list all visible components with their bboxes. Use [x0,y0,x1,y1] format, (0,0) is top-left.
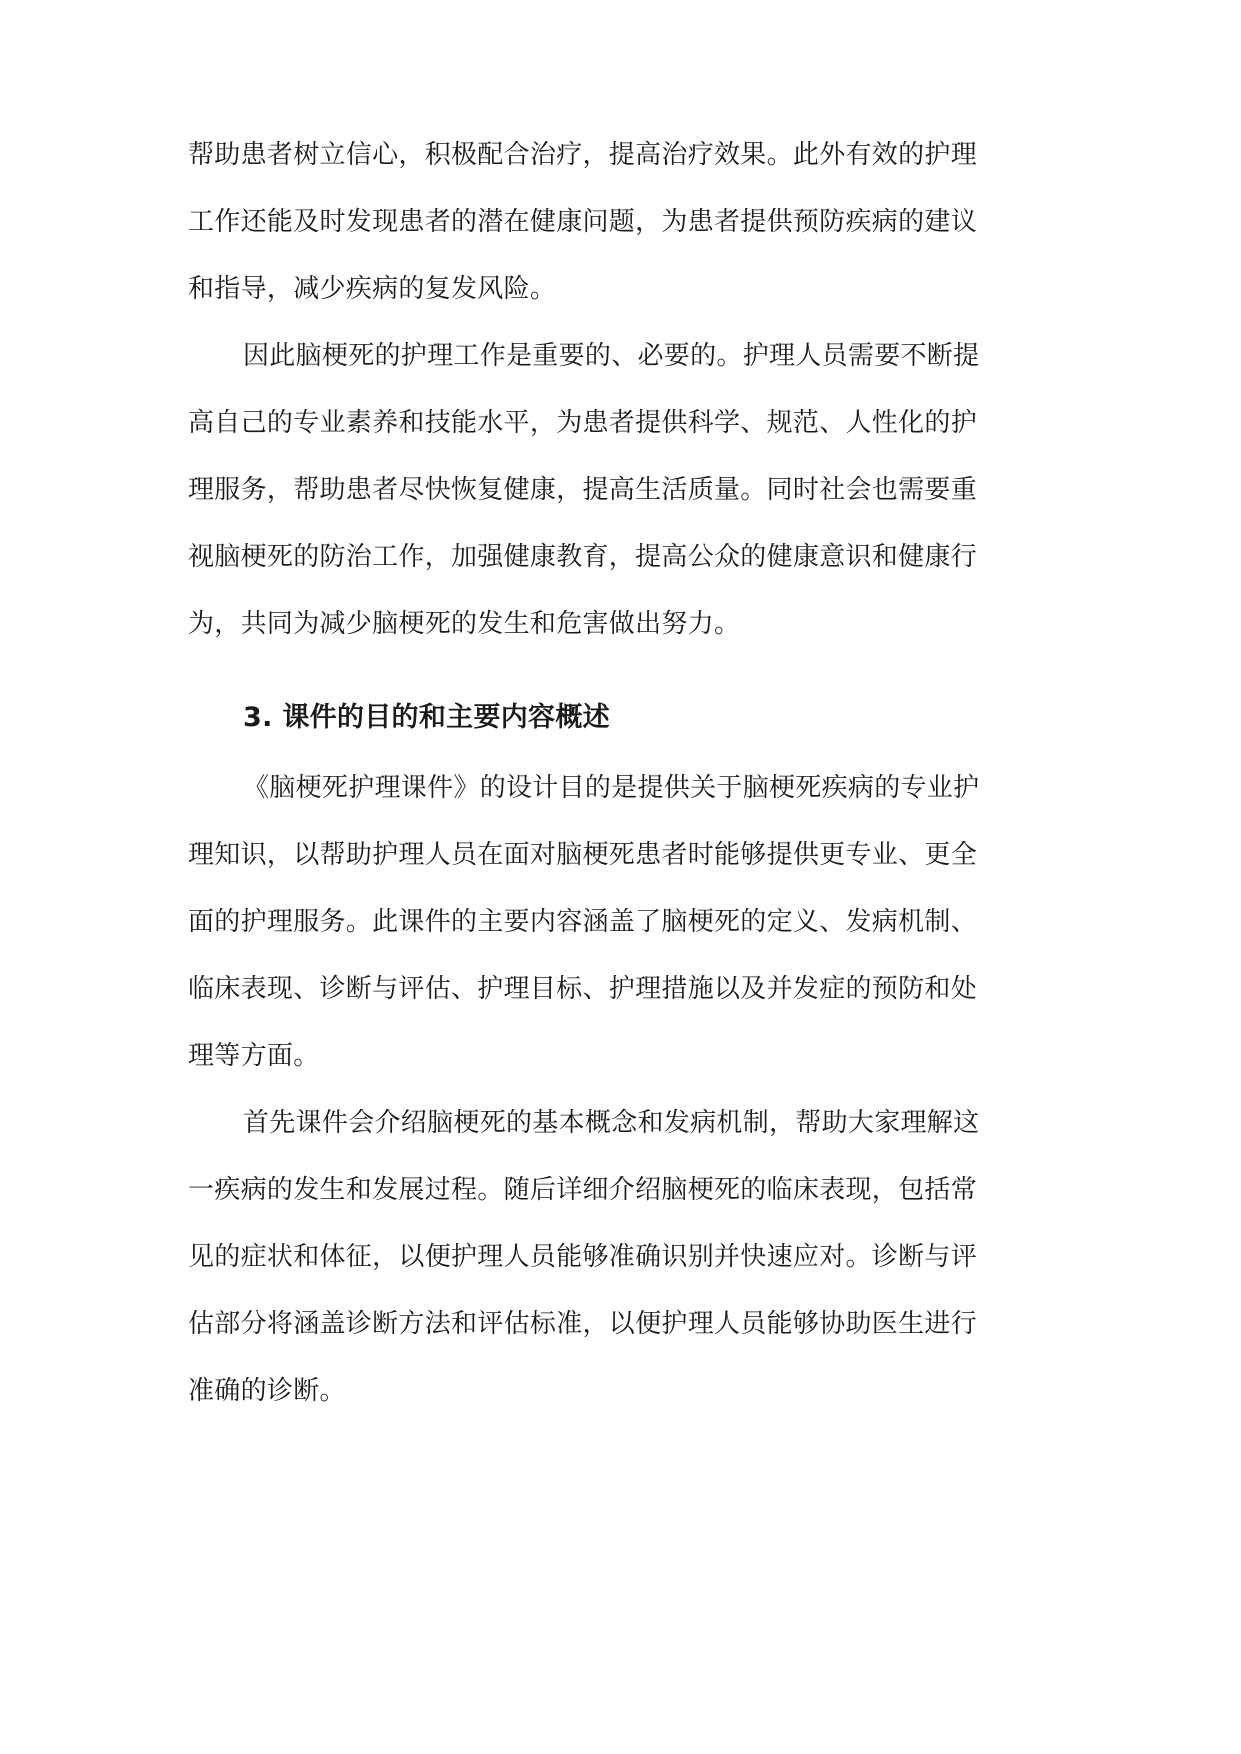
paragraph-line: 视脑梗死的防治工作，加强健康教育，提高公众的健康意识和健康行 [188,542,978,572]
paragraph-line: 帮助患者树立信心，积极配合治疗，提高治疗效果。此外有效的护理 [188,140,978,170]
paragraph-line: 和指导，减少疾病的复发风险。 [188,274,557,304]
paragraph-line: 为，共同为减少脑梗死的发生和危害做出努力。 [188,609,741,639]
paragraph-line: 面的护理服务。此课件的主要内容涵盖了脑梗死的定义、发病机制、 [188,907,978,937]
paragraph-line: 因此脑梗死的护理工作是重要的、必要的。护理人员需要不断提 [243,341,980,371]
paragraph-line: 理知识，以帮助护理人员在面对脑梗死患者时能够提供更专业、更全 [188,840,978,870]
paragraph-line: 理服务，帮助患者尽快恢复健康，提高生活质量。同时社会也需要重 [188,475,978,505]
paragraph-line: 一疾病的发生和发展过程。随后详细介绍脑梗死的临床表现，包括常 [188,1175,978,1205]
paragraph-line: 临床表现、诊断与评估、护理目标、护理措施以及并发症的预防和处 [188,974,978,1004]
paragraph-line: 理等方面。 [188,1041,320,1071]
paragraph-line: 见的症状和体征，以便护理人员能够准确识别并快速应对。诊断与评 [188,1242,978,1272]
paragraph-line: 首先课件会介绍脑梗死的基本概念和发病机制，帮助大家理解这 [243,1108,980,1138]
paragraph-line: 准确的诊断。 [188,1376,346,1406]
paragraph-line: 高自己的专业素养和技能水平，为患者提供科学、规范、人性化的护 [188,408,978,438]
paragraph-line: 工作还能及时发现患者的潜在健康问题，为患者提供预防疾病的建议 [188,207,978,237]
paragraph-line: 《脑梗死护理课件》的设计目的是提供关于脑梗死疾病的专业护 [243,773,980,803]
paragraph-line: 估部分将涵盖诊断方法和评估标准，以便护理人员能够协助医生进行 [188,1309,978,1339]
section-heading: 3. 课件的目的和主要内容概述 [243,702,610,733]
